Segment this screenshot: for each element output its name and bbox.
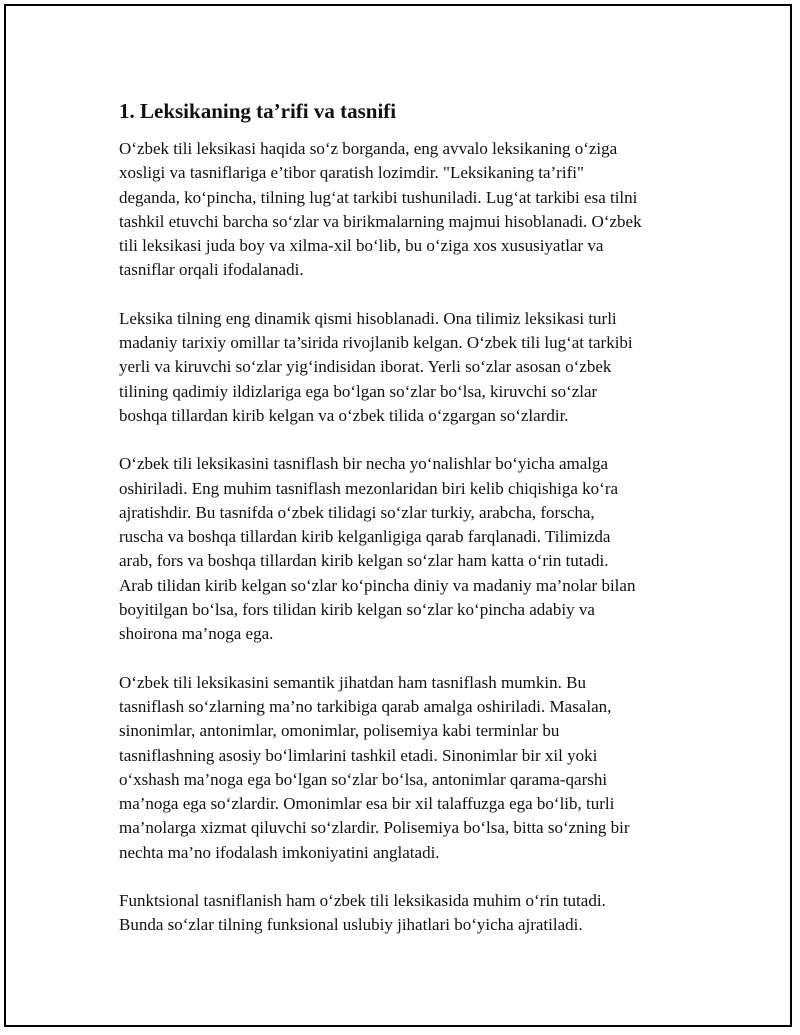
document-title: 1. Leksikaning ta’rifi va tasnifi xyxy=(119,99,397,123)
text-line: sinonimlar, antonimlar, omonimlar, polisemiya kabi terminlar bu xyxy=(119,721,560,741)
text-line: O‘zbek tili leksikasini tasniflash bir necha yo‘nalishlar bo‘yicha amalga xyxy=(119,454,609,474)
text-line: Arab tilidan kirib kelgan so‘zlar ko‘pincha diniy va madaniy ma’nolar bilan xyxy=(119,575,636,595)
text-line: ma’noga ega so‘zlardir. Omonimlar esa bir xil talaffuzga ega bo‘lib, turli xyxy=(119,794,615,814)
text-line: tasniflar orqali ifodalanadi. xyxy=(119,260,304,280)
text-line: ruscha va boshqa tillardan kirib kelganligiga qarab farqlanadi. Tilimizda xyxy=(119,527,611,547)
text-line: boshqa tillardan kirib kelgan va o‘zbek tilida o‘zgargan so‘zlardir. xyxy=(119,405,569,425)
text-line: Funktsional tasniflanish ham o‘zbek tili leksikasida muhim o‘rin tutadi. xyxy=(119,891,606,911)
text-line: o‘xshash ma’noga ega bo‘lgan so‘zlar bo‘lsa, antonimlar qarama-qarshi xyxy=(119,769,608,789)
text-line: boyitilgan bo‘lsa, fors tilidan kirib kelgan so‘zlar ko‘pincha adabiy va xyxy=(119,600,595,620)
text-line: tili leksikasi juda boy va xilma-xil bo‘lib, bu o‘ziga xos xususiyatlar va xyxy=(119,236,604,256)
text-line: ajratishdir. Bu tasnifda o‘zbek tilidagi so‘zlar turkiy, arabcha, forscha, xyxy=(119,502,595,522)
text-line: O‘zbek tili leksikasini semantik jihatdan ham tasniflash mumkin. Bu xyxy=(119,672,586,692)
text-line: nechta ma’no ifodalash imkoniyatini anglatadi. xyxy=(119,842,440,862)
document-content xyxy=(119,98,694,938)
paragraph-4 xyxy=(119,671,694,865)
paragraph-3 xyxy=(119,452,694,646)
text-line: madaniy tarixiy omillar ta’sirida rivojlanib kelgan. O‘zbek tili lug‘at tarkibi xyxy=(119,333,633,353)
paragraph-1 xyxy=(119,137,694,283)
text-line: oshiriladi. Eng muhim tasniflash mezonlaridan biri kelib chiqishiga ko‘ra xyxy=(119,478,619,498)
page-frame xyxy=(4,4,792,1027)
text-line: tasniflash so‘zlarning ma’no tarkibiga qarab amalga oshiriladi. Masalan, xyxy=(119,696,612,716)
text-line: shoirona ma’noga ega. xyxy=(119,624,274,644)
text-line: tasniflashning asosiy bo‘limlarini tashkil etadi. Sinonimlar bir xil yoki xyxy=(119,745,598,765)
text-line: tashkil etuvchi barcha so‘zlar va birikmalarning majmui hisoblanadi. O‘zbek xyxy=(119,211,642,231)
text-line: tilining qadimiy ildizlariga ega bo‘lgan so‘zlar bo‘lsa, kiruvchi so‘zlar xyxy=(119,381,598,401)
text-line: deganda, ko‘pincha, tilning lug‘at tarkibi tushuniladi. Lug‘at tarkibi esa tilni xyxy=(119,187,638,207)
text-line: arab, fors va boshqa tillardan kirib kelgan so‘zlar ham katta o‘rin tutadi. xyxy=(119,551,609,571)
text-line: Leksika tilning eng dinamik qismi hisoblanadi. Ona tilimiz leksikasi turli xyxy=(119,308,617,328)
text-line: Bunda so‘zlar tilning funksional uslubiy jihatlari bo‘yicha ajratiladi. xyxy=(119,915,583,935)
paragraph-5 xyxy=(119,889,694,938)
text-line: xosligi va tasniflariga e’tibor qaratish lozimdir. "Leksikaning ta’rifi" xyxy=(119,163,584,183)
paragraph-2 xyxy=(119,307,694,428)
text-line: ma’nolarga xizmat qiluvchi so‘zlardir. Polisemiya bo‘lsa, bitta so‘zning bir xyxy=(119,818,630,838)
text-line: yerli va kiruvchi so‘zlar yig‘indisidan iborat. Yerli so‘zlar asosan o‘zbek xyxy=(119,357,612,377)
text-line: O‘zbek tili leksikasi haqida so‘z borganda, eng avvalo leksikaning o‘ziga xyxy=(119,139,618,158)
